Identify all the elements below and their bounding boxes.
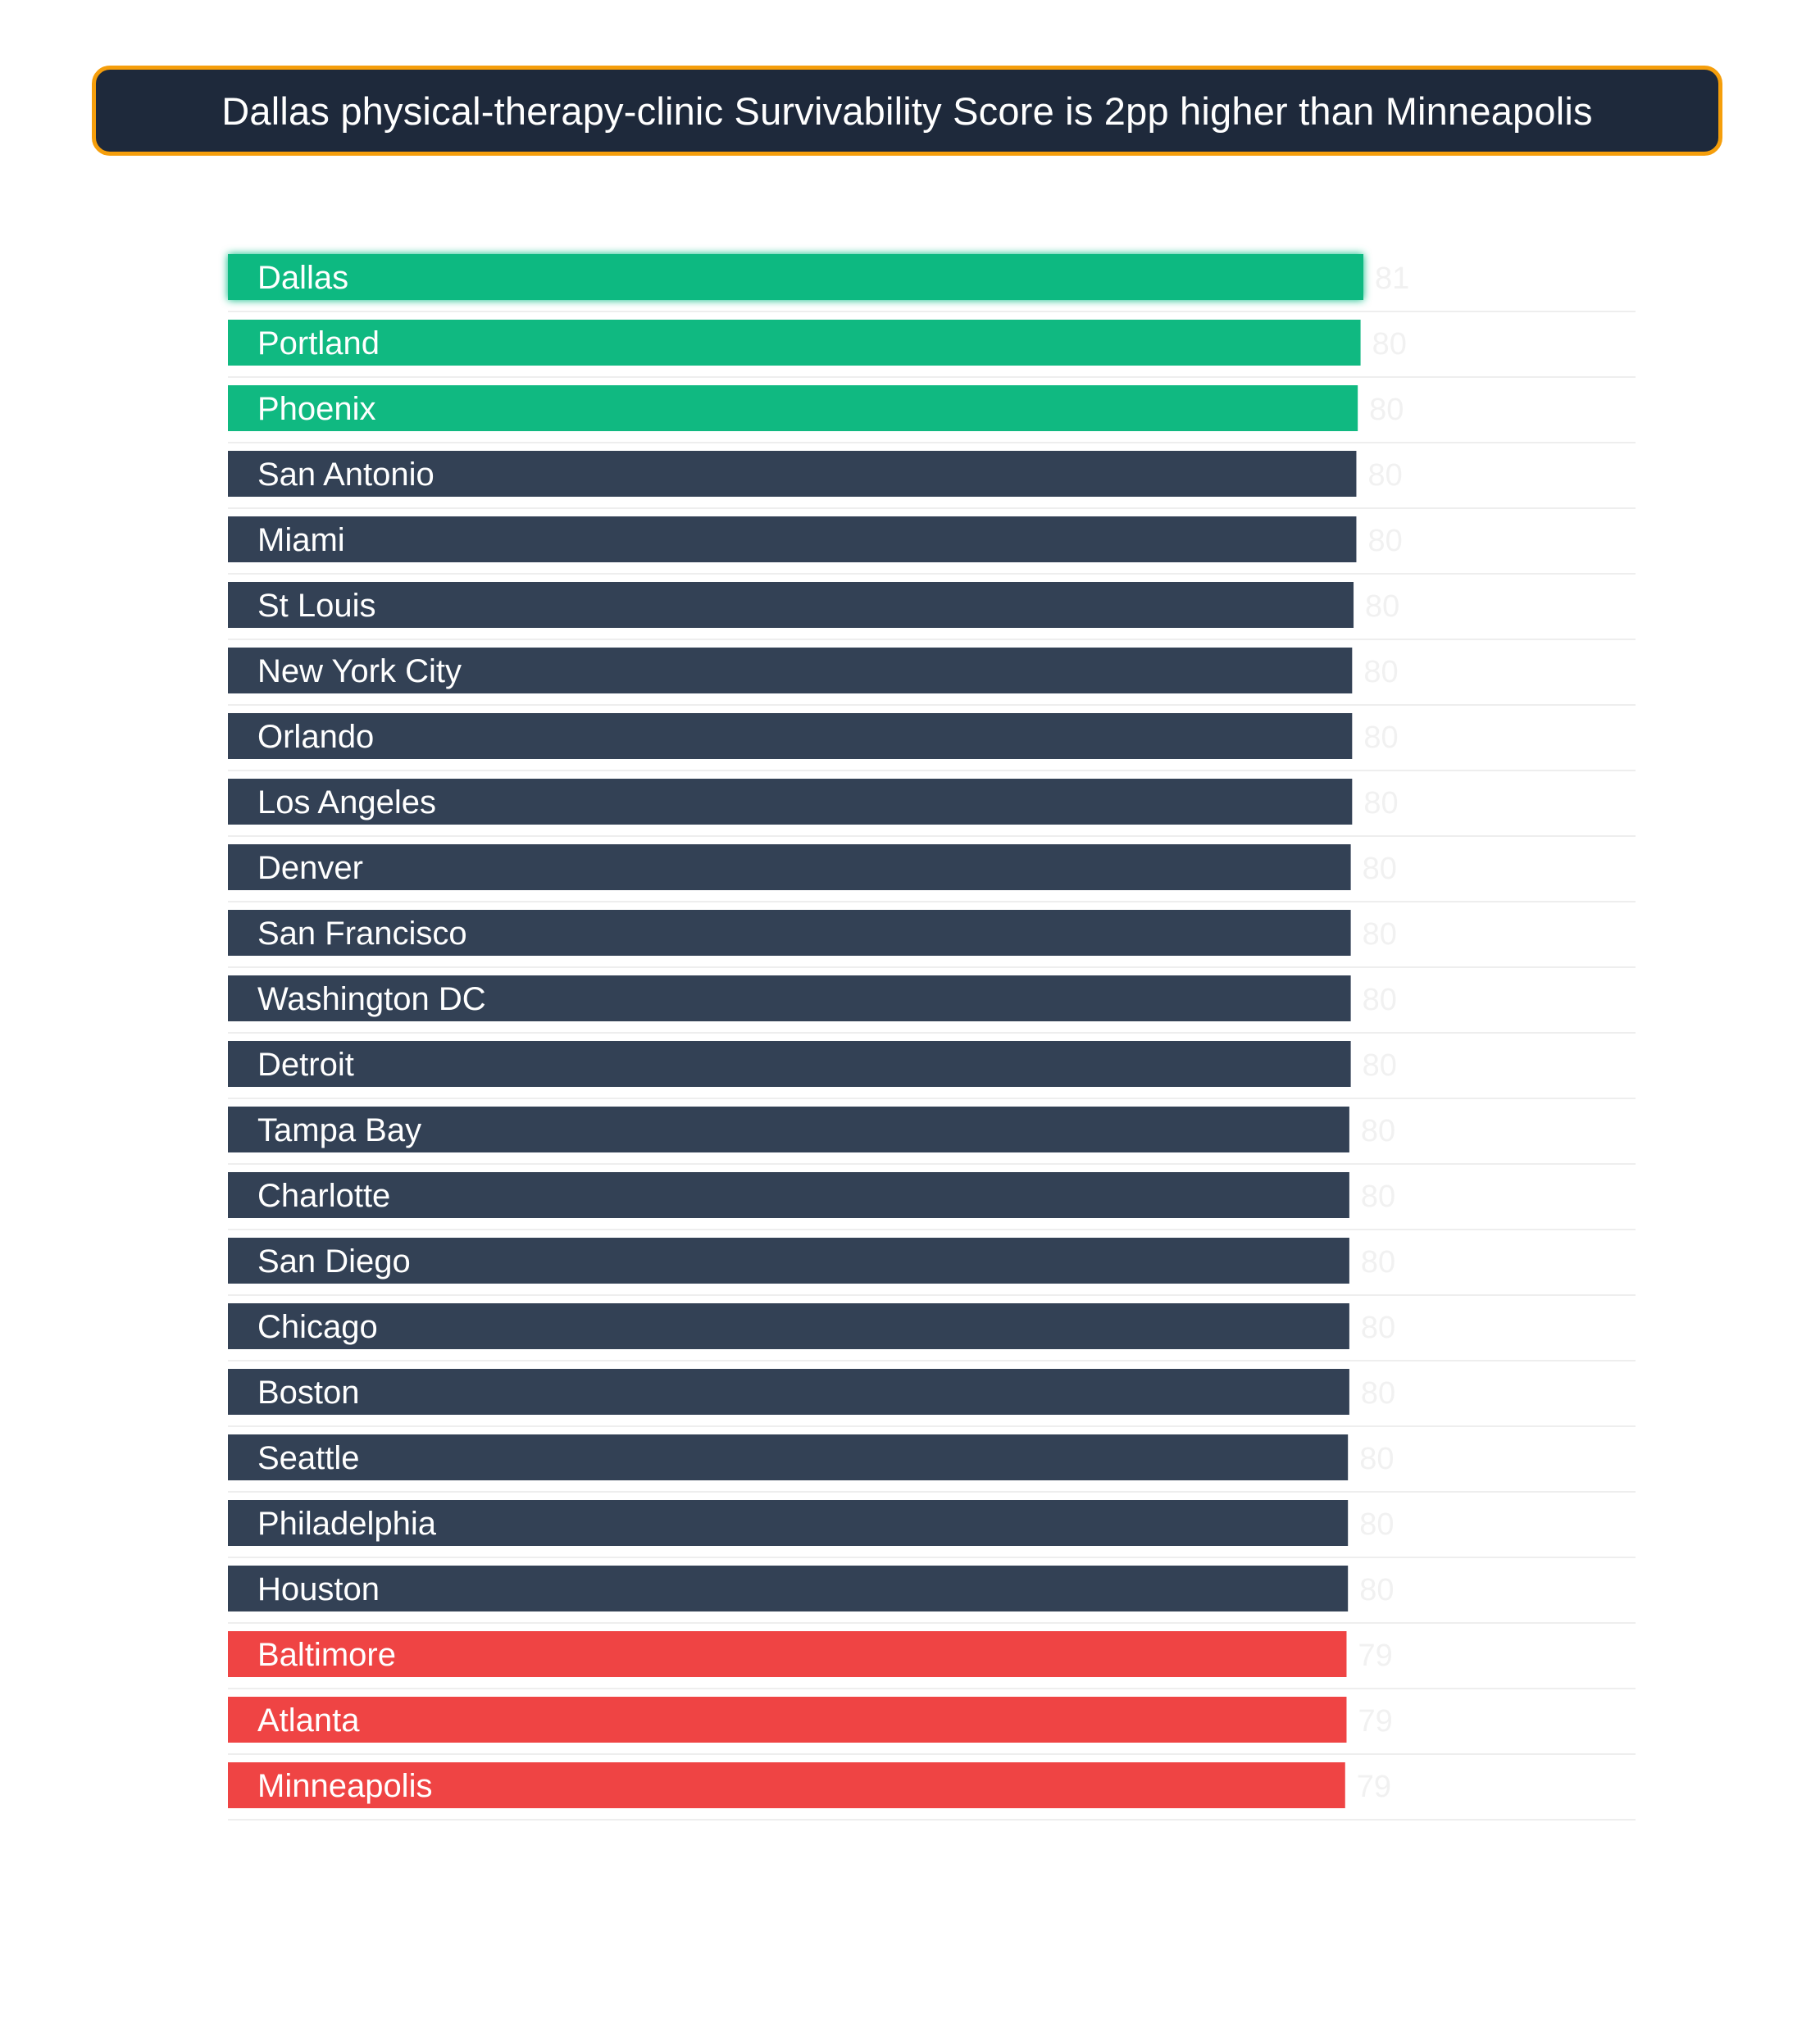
- value-label: 80: [1360, 1114, 1396, 1148]
- bar: [228, 1041, 1351, 1087]
- bar-label: Minneapolis: [257, 1768, 433, 1804]
- bar-label: San Diego: [257, 1243, 411, 1280]
- bar-label: San Francisco: [257, 916, 467, 952]
- value-label: 80: [1362, 983, 1397, 1017]
- value-label: 80: [1363, 786, 1399, 820]
- value-label: 80: [1365, 589, 1400, 624]
- bar-label: Baltimore: [257, 1637, 396, 1673]
- value-label: 80: [1367, 524, 1403, 558]
- value-label: 80: [1362, 1048, 1397, 1083]
- bar-label: Houston: [257, 1571, 380, 1607]
- bar-label: Miami: [257, 522, 345, 558]
- value-label: 80: [1359, 1573, 1395, 1607]
- value-label: 80: [1369, 393, 1404, 427]
- bar: [228, 713, 1352, 759]
- bar: [228, 320, 1361, 366]
- bar-label: Orlando: [257, 719, 375, 755]
- bar: [228, 1172, 1349, 1218]
- bar: [228, 1303, 1349, 1349]
- value-label: 79: [1356, 1770, 1392, 1804]
- bar-label: Seattle: [257, 1440, 360, 1476]
- bar-label: Tampa Bay: [257, 1112, 422, 1148]
- value-label: 80: [1372, 327, 1407, 361]
- bar: [228, 1566, 1348, 1611]
- value-label: 80: [1359, 1507, 1395, 1542]
- bar-label: Washington DC: [257, 981, 486, 1017]
- bar-label: Boston: [257, 1375, 360, 1411]
- value-label: 80: [1363, 720, 1399, 755]
- value-label: 81: [1375, 261, 1410, 296]
- bar-label: Atlanta: [257, 1702, 360, 1739]
- value-label: 80: [1367, 458, 1403, 493]
- bar: [228, 1697, 1346, 1743]
- value-label: 79: [1358, 1704, 1393, 1739]
- bar-label: St Louis: [257, 588, 376, 624]
- value-label: 80: [1360, 1311, 1396, 1345]
- value-label: 80: [1360, 1180, 1396, 1214]
- bar: [228, 844, 1351, 890]
- bar: [228, 385, 1358, 431]
- bar-label: Los Angeles: [257, 784, 436, 820]
- bar: [228, 582, 1354, 628]
- bar: [228, 1369, 1349, 1415]
- plot-area: [228, 254, 1636, 1820]
- value-label: 79: [1358, 1639, 1393, 1673]
- bar-label: San Antonio: [257, 457, 435, 493]
- bar-label: Detroit: [257, 1047, 354, 1083]
- bar-label: Portland: [257, 325, 380, 361]
- bar-label: Chicago: [257, 1309, 378, 1345]
- bar: [228, 1434, 1348, 1480]
- value-label: 80: [1362, 852, 1397, 886]
- value-label: 80: [1360, 1245, 1396, 1280]
- bar-label: Denver: [257, 850, 363, 886]
- bar-label: Phoenix: [257, 391, 376, 427]
- bar-label: New York City: [257, 653, 462, 689]
- bar-label: Dallas: [257, 260, 349, 296]
- bar-label: Charlotte: [257, 1178, 391, 1214]
- bar: [228, 254, 1363, 300]
- chart-title: Dallas physical-therapy-clinic Survivability Score is 2pp higher than Minneapolis: [221, 89, 1593, 133]
- value-label: 80: [1363, 655, 1399, 689]
- value-label: 80: [1360, 1376, 1396, 1411]
- value-label: 80: [1359, 1442, 1395, 1476]
- value-label: 80: [1362, 917, 1397, 952]
- bar: [228, 516, 1356, 562]
- bar-label: Philadelphia: [257, 1506, 436, 1542]
